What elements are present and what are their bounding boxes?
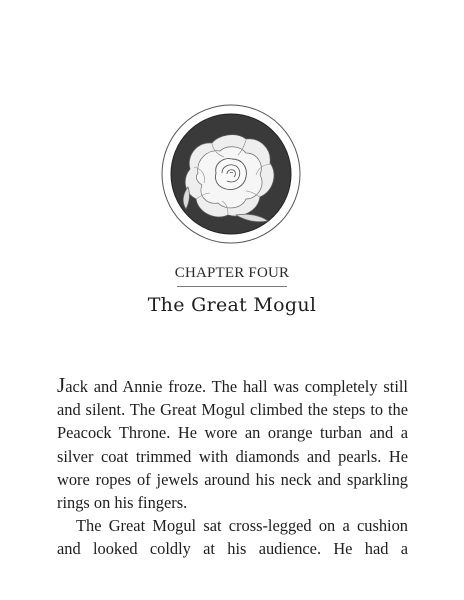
chapter-divider: [177, 286, 287, 287]
chapter-body: [57, 374, 408, 561]
paragraph-1-text: ack and Annie froze. The hall was completely still and silent. The Great Mogul climbed the steps to the Peacock Throne. He wore an orange turban and a silver coat trimmed with diamonds and pearls. He wore ropes of jewels around his neck and sparkling rings on his fingers.: [57, 377, 408, 513]
paragraph-2-text: The Great Mogul sat cross-legged on a cushion and looked coldly at his audience. He had a: [57, 516, 408, 559]
chapter-label: CHAPTER FOUR: [174, 265, 290, 281]
rose-medallion-icon: [160, 103, 302, 245]
chapter-title: The Great Mogul: [147, 294, 317, 316]
paragraph-2: [57, 514, 408, 560]
drop-cap: J: [57, 373, 66, 397]
paragraph-1: [57, 374, 408, 514]
